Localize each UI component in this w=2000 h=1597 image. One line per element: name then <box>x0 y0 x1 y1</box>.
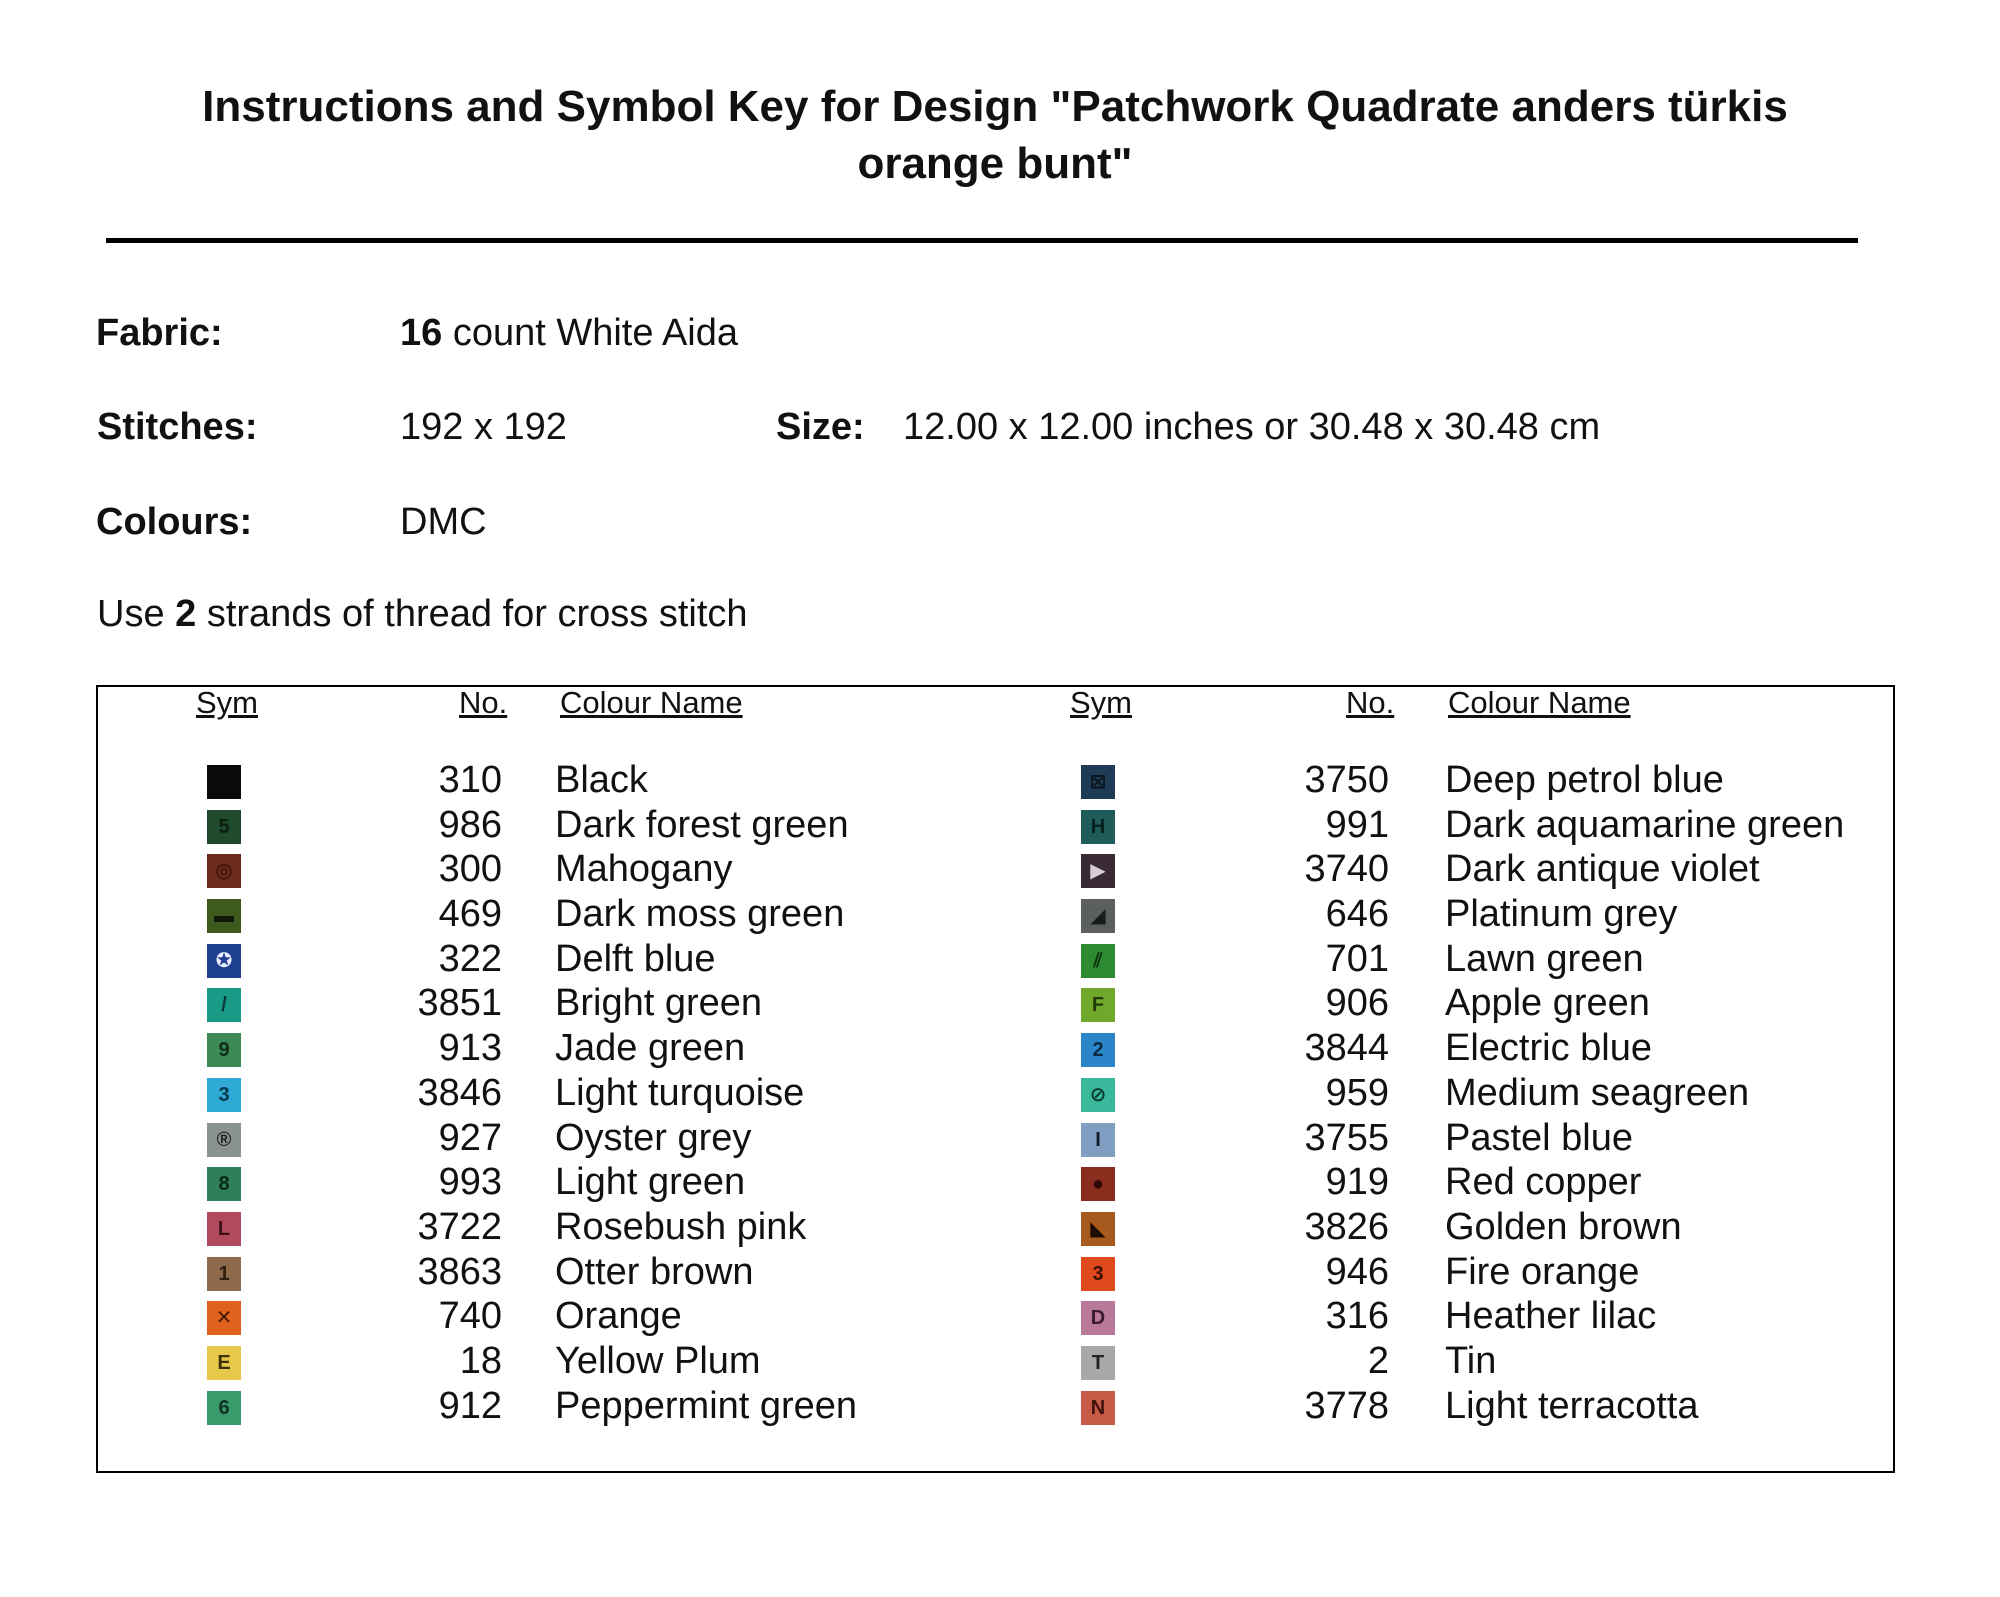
strands-count: 2 <box>175 593 197 635</box>
dmc-number: 701 <box>1325 937 1389 980</box>
dmc-number: 3740 <box>1304 848 1389 891</box>
colours-label: Colours: <box>96 501 253 543</box>
colour-name: Oyster grey <box>555 1116 752 1159</box>
symbol-swatch-icon: F <box>1081 988 1115 1022</box>
colour-name: Dark aquamarine green <box>1445 803 1845 846</box>
symbol-swatch-icon: ⊠ <box>1081 765 1115 799</box>
colour-name: Golden brown <box>1445 1205 1682 1248</box>
size-label: Size: <box>776 406 865 448</box>
symbol-swatch-icon: D <box>1081 1301 1115 1335</box>
fabric-description: count White Aida <box>442 312 739 354</box>
symbol-swatch-icon <box>207 765 241 799</box>
dmc-number: 906 <box>1325 982 1389 1025</box>
colour-name: Dark antique violet <box>1445 848 1760 891</box>
dmc-number: 919 <box>1325 1161 1389 1204</box>
colour-name: Bright green <box>555 982 763 1025</box>
dmc-number: 912 <box>438 1384 502 1427</box>
colour-name: Lawn green <box>1445 937 1644 980</box>
dmc-number: 3755 <box>1304 1116 1389 1159</box>
colour-name: Pastel blue <box>1445 1116 1634 1159</box>
strands-suffix: strands of thread for cross stitch <box>196 593 748 635</box>
title-line-1: Instructions and Symbol Key for Design "Patchwork Quadrate anders türkis <box>202 82 1788 131</box>
size-value: 12.00 x 12.00 inches or 30.48 x 30.48 cm <box>903 406 1601 448</box>
colour-name: Electric blue <box>1445 1027 1652 1070</box>
symbol-swatch-icon: ✪ <box>207 944 241 978</box>
dmc-number: 3826 <box>1304 1205 1389 1248</box>
dmc-number: 2 <box>1367 1339 1389 1382</box>
left-no-header: No. <box>459 685 508 720</box>
colour-name: Yellow Plum <box>555 1339 761 1382</box>
title-line-2: orange bunt" <box>857 139 1133 188</box>
dmc-number: 3851 <box>417 982 502 1025</box>
dmc-number: 3778 <box>1304 1384 1389 1427</box>
symbol-swatch-icon: H <box>1081 810 1115 844</box>
dmc-number: 993 <box>438 1161 502 1204</box>
colour-name: Otter brown <box>555 1250 754 1293</box>
stitches-label: Stitches: <box>97 406 258 448</box>
symbol-swatch-icon: ● <box>1081 1167 1115 1201</box>
page-title <box>100 78 1890 192</box>
dmc-number: 3722 <box>417 1205 502 1248</box>
symbol-swatch-icon: ⫽ <box>1081 944 1115 978</box>
symbol-swatch-icon: ▬ <box>207 899 241 933</box>
colour-name: Dark forest green <box>555 803 849 846</box>
dmc-number: 3863 <box>417 1250 502 1293</box>
fabric-value <box>400 311 738 355</box>
colour-name: Jade green <box>555 1027 746 1070</box>
colour-name: Black <box>555 759 648 801</box>
colour-name: Light turquoise <box>555 1071 805 1114</box>
dmc-number: 927 <box>438 1116 502 1159</box>
symbol-swatch-icon: / <box>207 988 241 1022</box>
colour-name: Red copper <box>1445 1161 1642 1204</box>
dmc-number: 959 <box>1325 1071 1389 1114</box>
symbol-swatch-icon: ◢ <box>1081 899 1115 933</box>
symbol-swatch-icon: T <box>1081 1346 1115 1380</box>
colour-name: Rosebush pink <box>555 1205 807 1248</box>
dmc-number: 469 <box>438 893 502 936</box>
colour-name: Peppermint green <box>555 1384 858 1427</box>
colour-name: Platinum grey <box>1445 893 1678 936</box>
left-name-header: Colour Name <box>560 685 743 720</box>
dmc-number: 18 <box>459 1339 502 1382</box>
dmc-number: 316 <box>1325 1295 1389 1338</box>
dmc-number: 3846 <box>417 1071 502 1114</box>
right-name-header: Colour Name <box>1448 685 1631 720</box>
right-no-header: No. <box>1346 685 1395 720</box>
dmc-number: 913 <box>438 1027 502 1070</box>
right-sym-header: Sym <box>1070 685 1132 720</box>
colours-value: DMC <box>400 501 487 543</box>
colour-name: Light terracotta <box>1445 1384 1699 1427</box>
colour-name: Fire orange <box>1445 1250 1640 1293</box>
fabric-count: 16 <box>400 312 443 354</box>
dmc-number: 740 <box>438 1295 502 1338</box>
dmc-number: 646 <box>1325 893 1389 936</box>
dmc-number: 300 <box>438 848 502 891</box>
symbol-swatch-icon: L <box>207 1212 241 1246</box>
symbol-swatch-icon: ▶ <box>1081 854 1115 888</box>
colour-name: Light green <box>555 1161 746 1204</box>
symbol-swatch-icon: 2 <box>1081 1033 1115 1067</box>
dmc-number: 991 <box>1325 803 1389 846</box>
symbol-swatch-icon: ⊘ <box>1081 1078 1115 1112</box>
dmc-number: 322 <box>438 937 502 980</box>
symbol-swatch-icon: 6 <box>207 1391 241 1425</box>
dmc-number: 310 <box>438 759 502 801</box>
symbol-swatch-icon: 5 <box>207 810 241 844</box>
symbol-swatch-icon: N <box>1081 1391 1115 1425</box>
symbol-swatch-icon: I <box>1081 1123 1115 1157</box>
colour-name: Dark moss green <box>555 893 845 936</box>
strands-prefix: Use <box>97 593 176 635</box>
symbol-swatch-icon: 8 <box>207 1167 241 1201</box>
stitches-value: 192 x 192 <box>400 406 567 448</box>
colour-name: Delft blue <box>555 937 716 980</box>
dmc-number: 3750 <box>1304 759 1389 801</box>
colour-name: Orange <box>555 1295 682 1338</box>
symbol-swatch-icon: 1 <box>207 1257 241 1291</box>
colour-name: Heather lilac <box>1445 1295 1657 1338</box>
symbol-swatch-icon: E <box>207 1346 241 1380</box>
symbol-swatch-icon: ® <box>207 1123 241 1157</box>
dmc-number: 986 <box>438 803 502 846</box>
dmc-number: 3844 <box>1304 1027 1389 1070</box>
colour-name: Deep petrol blue <box>1445 759 1724 801</box>
colour-name: Tin <box>1445 1339 1497 1382</box>
colour-name: Apple green <box>1445 982 1650 1025</box>
strands-instruction <box>97 592 748 636</box>
symbol-swatch-icon: 9 <box>207 1033 241 1067</box>
colour-name: Medium seagreen <box>1445 1071 1750 1114</box>
left-sym-header: Sym <box>196 685 258 720</box>
symbol-swatch-icon: ✕ <box>207 1301 241 1335</box>
colour-name: Mahogany <box>555 848 733 891</box>
symbol-swatch-icon: 3 <box>207 1078 241 1112</box>
symbol-swatch-icon: 3 <box>1081 1257 1115 1291</box>
symbol-swatch-icon: ◣ <box>1081 1212 1115 1246</box>
title-divider <box>106 238 1858 243</box>
fabric-label: Fabric: <box>96 312 223 354</box>
symbol-swatch-icon: ◎ <box>207 854 241 888</box>
dmc-number: 946 <box>1325 1250 1389 1293</box>
